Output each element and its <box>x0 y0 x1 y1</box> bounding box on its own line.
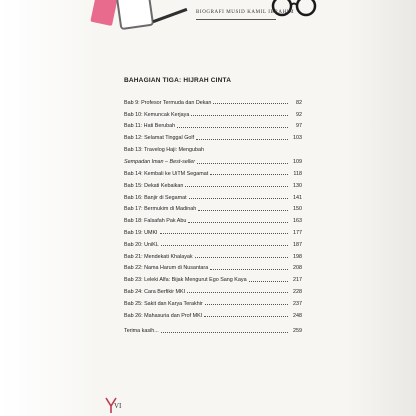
toc-entry-page: 141 <box>293 194 302 201</box>
leader-dots <box>205 303 288 305</box>
toc-entry-page: 237 <box>293 300 302 307</box>
toc-entry-label: Bab 19: UMKI <box>124 229 158 236</box>
leader-dots <box>249 280 288 282</box>
toc-entry-label: Bab 23: Leleki Alfa: Bijak Mengurut Ego Sang Kaya <box>124 277 247 284</box>
toc-entry-label: Bab 11: Hati Berubah <box>124 123 176 130</box>
page-gutter-shadow <box>0 0 100 416</box>
toc-entry <box>124 106 302 118</box>
toc-entry-page: 103 <box>293 135 302 142</box>
header-rule <box>196 19 276 20</box>
toc-entry-page: 217 <box>293 277 302 284</box>
leader-dots <box>196 138 288 140</box>
toc-entry <box>124 201 302 213</box>
pen-icon <box>153 8 188 23</box>
toc-entry <box>124 236 302 248</box>
toc-entry <box>124 248 302 260</box>
toc-entry-label: Bab 13: Travelog Haji: Mengubah <box>124 147 205 154</box>
leader-dots <box>204 315 288 317</box>
toc-entry-label: Bab 24: Cara Berfikir MKI <box>124 288 186 295</box>
toc-entry-label: Bab 14: Kembali ke UiTM Segamat <box>124 170 209 177</box>
toc-entry-page: 198 <box>293 253 302 260</box>
toc-entry-page: 118 <box>293 170 302 177</box>
leader-dots <box>197 162 288 164</box>
toc-entry <box>124 141 302 165</box>
notebook-icon <box>90 0 117 26</box>
page-number: VI <box>114 402 122 410</box>
toc-entry <box>124 212 302 224</box>
toc-entry-page: 150 <box>293 206 302 213</box>
leader-dots <box>161 244 288 246</box>
leader-dots <box>198 209 288 211</box>
section-title: BAHAGIAN TIGA: HIJRAH CINTA <box>124 77 232 84</box>
toc-entry-label: Bab 16: Banjir di Segamat <box>124 194 187 201</box>
toc-entry-label-continued: Sempadan Iman – Best-seller <box>124 159 196 166</box>
toc-entry <box>124 129 302 141</box>
toc-entry-label: Bab 26: Mahasuria dan Prof MKI <box>124 312 203 319</box>
leader-dots <box>210 268 288 270</box>
page-edge-shadow <box>346 0 416 416</box>
toc-entry-label: Bab 20: UniKL <box>124 241 159 248</box>
toc-entry <box>124 307 302 319</box>
toc-entry-label: Bab 18: Falsafah Pak Abu <box>124 218 187 225</box>
toc-entry-label: Bab 21: Mendekati Khalayak <box>124 253 193 260</box>
leader-dots <box>185 185 288 187</box>
toc-entry-label: Bab 17: Bermukim di Madinah <box>124 206 197 213</box>
phone-icon <box>116 0 154 30</box>
toc-entry <box>124 260 302 272</box>
toc-entry-page: 163 <box>293 218 302 225</box>
toc-entry-label: Bab 9: Profesor Termuda dan Dekan <box>124 99 212 106</box>
toc-entry-label: Bab 25: Sakit dan Karya Terakhir <box>124 300 203 307</box>
toc-entry <box>124 283 302 295</box>
toc-entry-page: 177 <box>293 229 302 236</box>
leader-dots <box>160 232 288 234</box>
toc-entry-page: 97 <box>296 123 302 130</box>
toc-entry <box>124 189 302 201</box>
toc-entry-label: Bab 22: Nama Harum di Nusantara <box>124 265 209 272</box>
toc-entry-label: Bab 10: Kemuncak Kerjaya <box>124 111 190 118</box>
leader-dots <box>191 114 288 116</box>
leader-dots <box>189 197 288 199</box>
toc-entry-label: Bab 15: Dekati Kebaikan <box>124 182 184 189</box>
toc-entry-page: 130 <box>293 182 302 189</box>
toc-entry <box>124 323 302 335</box>
toc-entry-page: 82 <box>296 99 302 106</box>
leader-dots <box>210 173 288 175</box>
toc-entry-page: 259 <box>293 328 302 335</box>
toc-entry-page: 228 <box>293 288 302 295</box>
toc-entry <box>124 165 302 177</box>
toc-entry-label: Bab 12: Selamat Tinggal Golf <box>124 135 195 142</box>
table-of-contents <box>124 94 302 334</box>
toc-entry-page: 187 <box>293 241 302 248</box>
top-decoration <box>0 0 416 30</box>
toc-entry <box>124 118 302 130</box>
toc-entry-label: Terima kasih... <box>124 328 159 335</box>
toc-entry-page: 208 <box>293 265 302 272</box>
toc-entry <box>124 94 302 106</box>
toc-entry-page: 248 <box>293 312 302 319</box>
toc-entry-page: 109 <box>293 159 302 166</box>
toc-entry <box>124 295 302 307</box>
leader-dots <box>161 331 288 333</box>
running-header: BIOGRAFI MUSID KAMIL IBRAHIM <box>196 10 295 15</box>
toc-entry <box>124 271 302 283</box>
leader-dots <box>177 126 288 128</box>
toc-entry <box>124 224 302 236</box>
leader-dots <box>187 291 288 293</box>
leader-dots <box>188 221 288 223</box>
toc-entry-page: 92 <box>296 111 302 118</box>
toc-entry <box>124 177 302 189</box>
leader-dots <box>195 256 288 258</box>
leader-dots <box>213 102 288 104</box>
